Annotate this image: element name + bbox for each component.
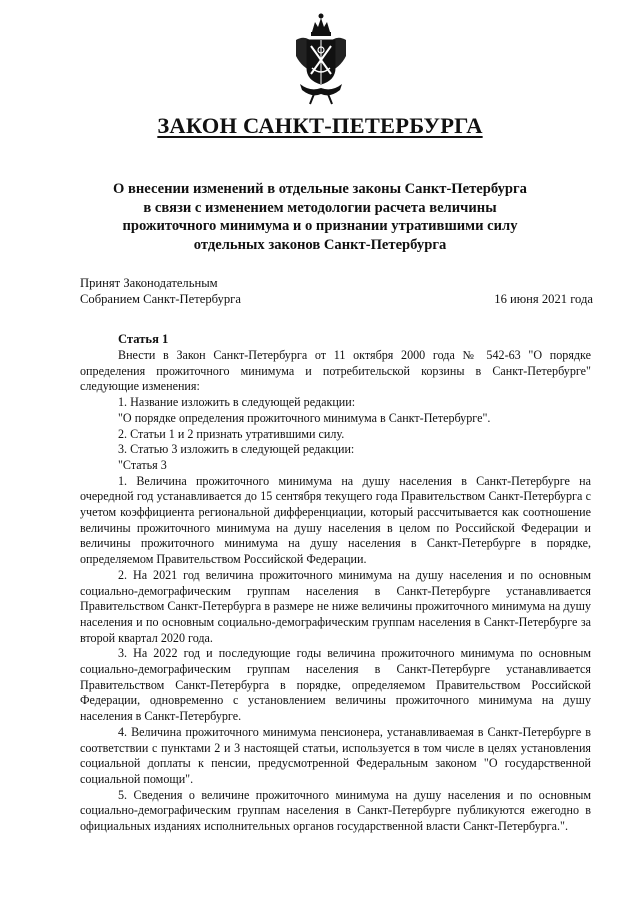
adoption-line: Собранием Санкт-Петербурга bbox=[80, 291, 241, 306]
article-paragraph: Внести в Закон Санкт-Петербурга от 11 октября 2000 года № 542-63 "О порядке определения прожиточного минимума и потребительской корзины в Санкт-Петербурге" следующие изменения: bbox=[80, 348, 591, 394]
adoption-date: 16 июня 2021 года bbox=[494, 292, 593, 306]
article-paragraph: 1. Название изложить в следующей редакции: bbox=[118, 395, 356, 410]
article-body bbox=[80, 348, 591, 835]
subtitle-line: прожиточного минимума и о признании утратившими силу bbox=[122, 218, 518, 234]
article-paragraph: "Статья 3 bbox=[118, 457, 167, 472]
subtitle-line: О внесении изменений в отдельные законы Санкт-Петербурга bbox=[113, 181, 527, 197]
article-paragraph: 4. Величина прожиточного минимума пенсионера, устанавливаемая в Санкт-Петербурге в соответствии с пунктами 2 и 3 настоящей статьи, используется в том числе в целях установления социальной доплаты к пенсии, предусмотренной Федеральным законом "О государственной социальной помощи". bbox=[80, 724, 591, 786]
law-subtitle bbox=[90, 180, 550, 254]
adoption-line: Принят Законодательным bbox=[80, 276, 218, 290]
article-paragraph: 1. Величина прожиточного минимума на душу населения в Санкт-Петербурге на очередной год устанавливается до 15 сентября текущего года Правительством Санкт-Петербурга с учетом коэффициента региональной дифференциации, который рассчитывается как соотношение величины прожиточного минимума на душу населения в целом по Российской Федерации и величины прожиточного минимума на душу населения в Санкт-Петербурге в порядке, определяемом Правительством Российской Федерации. bbox=[80, 473, 591, 567]
article-paragraph: 2. Статьи 1 и 2 признать утратившими силу. bbox=[118, 426, 345, 441]
article-heading: Статья 1 bbox=[118, 332, 169, 346]
subtitle-line: отдельных законов Санкт-Петербурга bbox=[193, 236, 447, 253]
st-petersburg-coat-of-arms-icon bbox=[290, 10, 352, 106]
article-paragraph: "О порядке определения прожиточного минимума в Санкт-Петербурге". bbox=[118, 410, 491, 425]
law-title: ЗАКОН САНКТ-ПЕТЕРБУРГА bbox=[157, 113, 483, 138]
adoption-note bbox=[80, 276, 241, 307]
article-paragraph: 2. На 2021 год величина прожиточного минимума на душу населения и по основным социально-демографическим группам населения в Санкт-Петербурге устанавливается Правительством Санкт-Петербурга в размере не ниже величины прожиточного минимума на душу населения и по основным социально-демографическим группам населения в Санкт-Петербурге за второй квартал 2020 года. bbox=[80, 567, 591, 645]
article-paragraph: 3. На 2022 год и последующие годы величина прожиточного минимума по основным социально-демографическим группам населения в Санкт-Петербурге устанавливается Правительством Санкт-Петербурга в порядке, определяемом Правительством Российской Федерации, одновременно с установлением величины прожиточного минимума на душу населения в Санкт-Петербурге. bbox=[80, 646, 591, 724]
subtitle-line: в связи с изменением методологии расчета величины bbox=[143, 199, 497, 216]
article-paragraph: 3. Статью 3 изложить в следующей редакции: bbox=[118, 442, 355, 457]
article-paragraph: 5. Сведения о величине прожиточного минимума на душу населения и по основным социально-демографическим группам населения в Санкт-Петербурге публикуются ежегодно в официальных изданиях исполнительных органов государственной власти Санкт-Петербурга.". bbox=[80, 787, 591, 834]
